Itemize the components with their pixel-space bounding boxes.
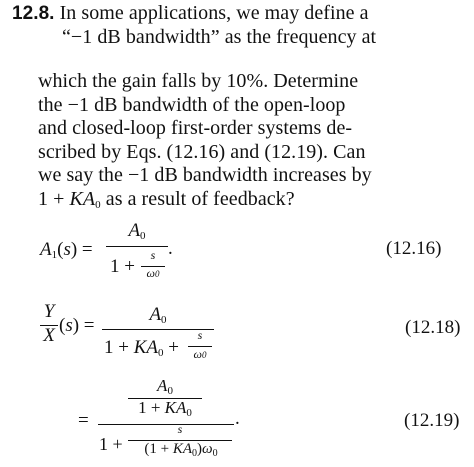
eq1-denominator: 1 +: [110, 256, 135, 277]
eq3-inner-denominator: $(1 + KA_0)\omega_0$: [144, 441, 218, 459]
problem-text-line-5: and closed-loop first-order systems de-: [38, 117, 353, 139]
problem-line-1: [12, 2, 376, 26]
eq2-inner-numerator: s: [197, 328, 203, 342]
eq3-denominator: 1 +: [99, 434, 123, 454]
problem-text-line-8: $1 + KA_0$ as a result of feedback?: [38, 187, 295, 211]
problem-header: [12, 2, 376, 49]
problem-text-line-7: we say the −1 dB bandwidth increases by: [38, 164, 372, 186]
problem-body: [38, 70, 372, 217]
eq3-number: (12.19): [404, 410, 460, 431]
problem-line-2: [12, 26, 376, 50]
eq2-lhs-denominator: X: [43, 325, 55, 346]
problem-number: 12.8.: [12, 3, 55, 24]
eq2-number: (12.18): [405, 317, 461, 338]
eq1-fraction-bar: [106, 246, 168, 247]
problem-text-line-4: the −1 dB bandwidth of the open-loop: [38, 93, 346, 116]
eq2-lhs-numerator: Y: [43, 301, 55, 322]
eq1-number: (12.16): [386, 238, 442, 259]
eq1-numerator: $A_0$: [128, 220, 146, 242]
problem-text-line-6: scribed by Eqs. (12.16) and (12.19). Can: [38, 140, 366, 163]
eq1-inner-denominator: ω0: [146, 266, 160, 280]
eq3-top-denominator: $1 + KA_0$: [138, 398, 192, 419]
eq3-inner-numerator: s: [177, 422, 183, 436]
problem-text-line-1: In some applications, we may define a: [59, 2, 369, 24]
eq2-lhs-arg: (s) =: [59, 315, 95, 336]
eq1-lhs: $A_1(s)$ =: [40, 239, 93, 261]
eq2-denominator: $1 + KA_0$ +: [104, 337, 179, 359]
eq2-inner-denominator: ω0: [193, 347, 207, 361]
eq2-numerator: $A_0$: [149, 304, 167, 326]
eq3-top-numerator: $A_0$: [157, 376, 173, 397]
problem-text-line-2: “−1 dB bandwidth” as the frequency at: [62, 25, 377, 48]
problem-text-line-3: which the gain falls by 10%. Determine: [38, 70, 359, 92]
eq1-inner-numerator: s: [150, 248, 156, 262]
